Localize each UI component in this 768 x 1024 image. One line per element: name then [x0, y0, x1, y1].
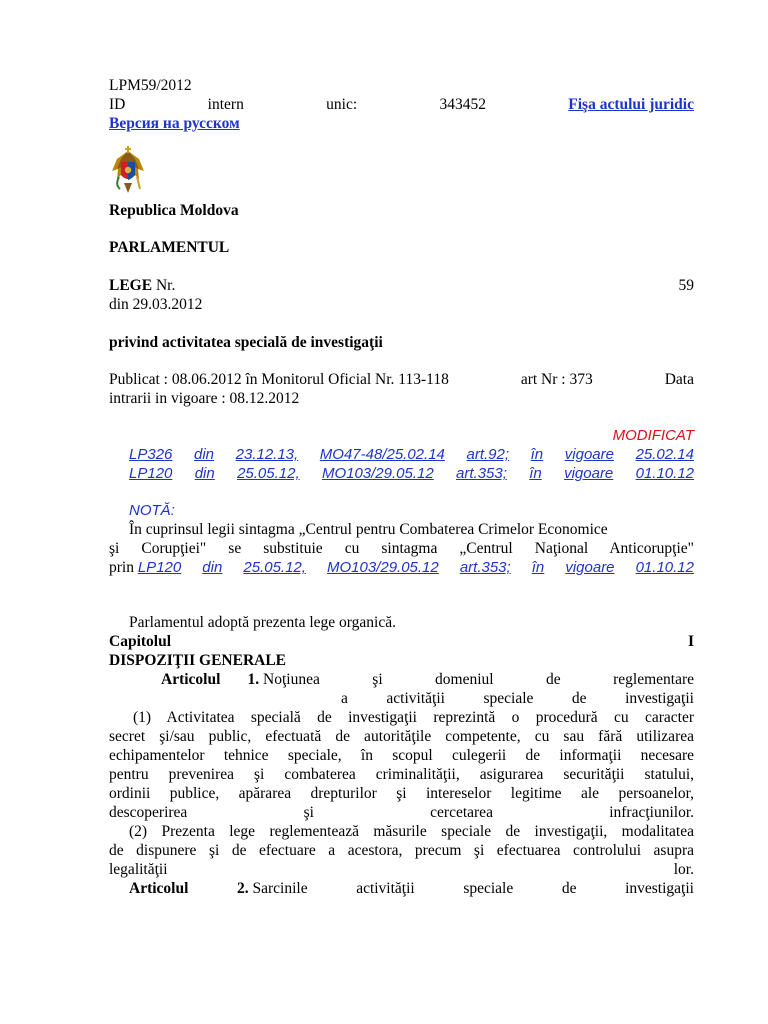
article-label: Articolul [161, 671, 221, 688]
document-page [109, 76, 694, 898]
adoption-text: Parlamentul adoptă prezenta lege organică. [129, 614, 396, 631]
law-title: privind activitatea specială de investigaţii [109, 334, 383, 351]
id-line [109, 95, 694, 114]
chapter-label: Capitolul [109, 633, 172, 650]
publication-art: art Nr : 373 [520, 371, 593, 388]
paragraph-line: (1) Activitatea specială de investigaţii reprezintă o procedură cu caracter [133, 709, 694, 726]
paragraph-line: descoperirea şi cercetarea infracţiunilor. [109, 804, 694, 821]
paragraph-line: secret şi/sau public, efectuată de autorităţile competente, cu sau fără utilizarea [109, 728, 694, 745]
article-1-heading-cont: a activităţii speciale de investigaţii [341, 690, 694, 707]
issuing-body: PARLAMENTUL [109, 239, 230, 256]
article-number: 1. [247, 671, 260, 688]
law-number-line [109, 276, 694, 295]
id-value: 343452 [439, 96, 486, 113]
paragraph-line: (2) Prezenta lege reglementează măsurile speciale de investigaţii, modalitatea [129, 823, 694, 840]
russian-version-link[interactable]: Версия на русском [109, 115, 240, 132]
id-word: intern [207, 96, 244, 113]
modification-link[interactable]: LP326 din 23.12.13, MO47-48/25.02.14 art.92; în vigoare 25.02.14 [129, 446, 694, 463]
id-word: ID [109, 96, 126, 113]
paragraph-line: legalităţii [109, 861, 168, 878]
paragraph-line: pentru prevenirea şi combaterea criminalităţii, asigurarea securităţii statului, [109, 766, 694, 783]
article-number: 2. [237, 880, 249, 897]
publication-line [109, 370, 694, 389]
chapter-title: DISPOZIŢII GENERALE [109, 652, 287, 669]
paragraph-line: echipamentelor tehnice speciale, în scopul culegerii de informaţii necesare [109, 747, 694, 764]
note-prin: prin [109, 559, 134, 576]
nr-label: Nr. [155, 277, 176, 294]
article-1-heading: Articolul 1. Noţiunea şi domeniul de reglementare [161, 671, 694, 688]
note-reference-link[interactable]: LP120 din 25.05.12, MO103/29.05.12 art.353; în vigoare 01.10.12 [137, 559, 694, 576]
article-2-heading: Articolul 2. Sarcinile activităţii speciale de investigaţii [129, 880, 694, 897]
id-word: unic: [326, 96, 358, 113]
law-number: 59 [678, 277, 694, 294]
modified-label: MODIFICAT [612, 427, 694, 444]
law-date: din 29.03.2012 [109, 296, 203, 313]
country-name: Republica Moldova [109, 202, 239, 219]
modification-link[interactable]: LP120 din 25.05.12, MO103/29.05.12 art.353; în vigoare 01.10.12 [129, 465, 694, 482]
paragraph-line-end: lor. [673, 861, 694, 878]
publication-text: Publicat : 08.06.2012 în Monitorul Oficial Nr. 113-118 [109, 371, 449, 388]
act-code: LPM59/2012 [109, 77, 192, 94]
paragraph-line: de dispunere şi de efectuare a acestora, precum şi efectuarea controlului asupra [109, 842, 694, 859]
note-label: NOTĂ: [129, 502, 175, 519]
coat-of-arms-icon [109, 145, 147, 195]
note-text-line: În cuprinsul legii sintagma „Centrul pentru Combaterea Crimelor Economice [129, 521, 608, 538]
fisa-actului-link[interactable]: Fişa actului juridic [568, 96, 694, 113]
article-label: Articolul [129, 880, 189, 897]
chapter-heading [109, 632, 694, 651]
law-label: LEGE [109, 277, 153, 294]
publication-entry-date: intrarii in vigoare : 08.12.2012 [109, 390, 300, 407]
note-reference-line [109, 558, 694, 577]
paragraph-line: ordinii publice, apărarea drepturilor şi intereselor legitime ale persoanelor, [109, 785, 694, 802]
note-text-line: şi Corupţiei" se substituie cu sintagma „Centrul Naţional Anticorupţie" [109, 540, 694, 557]
chapter-number: I [687, 633, 694, 650]
publication-data-word: Data [664, 371, 694, 388]
